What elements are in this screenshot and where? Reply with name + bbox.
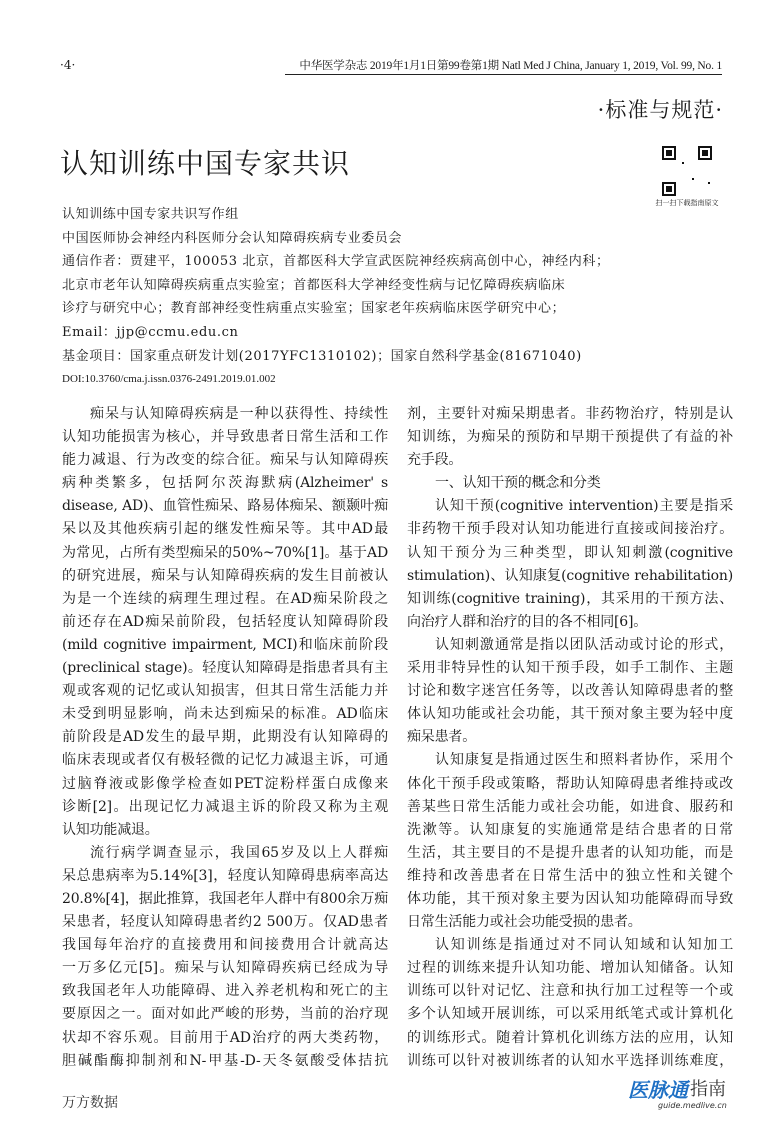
text-line: 前还存在AD痴呆前阶段，包括轻度认知障碍阶段	[62, 613, 388, 630]
text-line: 非药物干预手段对认知功能进行直接或间接治疗。	[407, 521, 733, 538]
text-line: 认知功能损害为核心，并导致患者日常生活和工作	[62, 429, 388, 446]
text-line: stimulation)、认知康复(cognitive rehabilitation)	[407, 567, 733, 584]
text-line: 能力减退、行为改变的综合征。痴呆与认知障碍疾	[62, 452, 388, 469]
text-line: 呆以及其他疾病引起的继发性痴呆等。其中AD最	[62, 521, 388, 538]
text-line: 采用非特异性的认知干预手段，如手工制作、主题	[407, 660, 733, 677]
text-line: 体化干预手段或策略，帮助认知障碍患者维持或改	[407, 775, 733, 792]
text-line: disease, AD)、血管性痴呆、路易体痴呆、额颞叶痴	[62, 498, 388, 515]
text-line: 观或客观的记忆或认知损害，但其日常生活能力并	[62, 683, 388, 700]
text-line: (preclinical stage)。轻度认知障碍是指患者具有主	[62, 660, 388, 677]
text-line: 善某些日常生活能力或社会功能，如进食、服药和	[407, 798, 733, 815]
author-block	[62, 203, 662, 392]
text-line: 我国每年治疗的直接费用和间接费用合计就高达	[62, 937, 388, 954]
email[interactable]: Email：jjp@ccmu.edu.cn	[62, 324, 239, 340]
text-line: 体认知功能或社会功能，其干预对象主要为轻中度	[407, 706, 733, 723]
text-line: 认知康复是指通过医生和照料者协作，采用个	[435, 752, 733, 769]
text-line: 诊断[2]。出现记忆力减退主诉的阶段又称为主观	[62, 798, 388, 815]
text-line: 生活，其主要目的不是提升患者的认知功能，而是	[407, 844, 733, 861]
page-number: ·4·	[60, 58, 76, 72]
paragraph	[62, 403, 388, 842]
article-title: 认知训练中国专家共识	[60, 147, 351, 180]
running-head: 中华医学杂志 2019年1月1日第99卷第1期 Natl Med J China, January 1, 2019, Vol. 99, No. 1	[285, 57, 722, 75]
text-line: 一、认知干预的概念和分类	[435, 475, 601, 492]
text-line: 知训练，为痴呆的预防和早期干预提供了有益的补	[407, 429, 733, 446]
author-group: 认知训练中国专家共识写作组	[62, 207, 239, 222]
section-label: ·标准与规范·	[597, 98, 723, 122]
text-line: 过程的训练来提升认知功能、增加认知储备。认知	[407, 960, 733, 977]
body-column-right	[407, 403, 733, 1073]
paragraph	[62, 842, 388, 1073]
text-line: 致我国老年人功能障碍、进入养老机构和死亡的主	[62, 983, 388, 1000]
text-line: 状却不容乐观。目前用于AD治疗的两大类药物，	[62, 1029, 388, 1046]
text-line: 多个认知域开展训练，可以采用纸笔式或计算机化	[407, 1006, 733, 1023]
text-line: (mild cognitive impairment, MCI)和临床前阶段	[62, 636, 388, 653]
text-line: 一万多亿元[5]。痴呆与认知障碍疾病已经成为导	[62, 960, 388, 977]
text-line: 认知功能减退。	[62, 821, 159, 838]
text-line: 日常生活能力或社会功能受损的患者。	[407, 914, 642, 931]
text-line: 要原因之一。面对如此严峻的形势，当前的治疗现	[62, 1006, 388, 1023]
paragraph	[407, 749, 733, 934]
author-committee: 中国医师协会神经内科医师分会认知障碍疾病专业委员会	[62, 230, 403, 246]
text-line: 认知刺激通常是指以团队活动或讨论的形式，	[435, 636, 733, 653]
text-line: 病种类繁多，包括阿尔茨海默病(Alzheimer' s	[62, 475, 388, 492]
text-line: 充手段。	[407, 452, 463, 469]
text-line: 为是一个连续的病理生理过程。在AD痴呆阶段之	[62, 590, 388, 607]
logo-suffix: 指南	[690, 1079, 726, 1100]
text-line: 流行病学调查显示，我国65岁及以上人群痴	[90, 844, 388, 861]
paragraph	[407, 495, 733, 634]
text-line: 痴呆与认知障碍疾病是一种以获得性、持续性	[90, 406, 388, 422]
medlive-logo	[628, 1074, 728, 1114]
funding: 基金项目：国家重点研发计划(2017YFC1310102)；国家自然科学基金(81671040)	[62, 348, 582, 364]
logo-brand: 医脉通	[628, 1078, 688, 1102]
wanfang-watermark: 万方数据	[62, 1095, 118, 1111]
text-line: 过脑脊液或影像学检查如PET淀粉样蛋白成像来	[62, 775, 388, 792]
text-line: 洗漱等。认知康复的实施通常是结合患者的日常	[407, 821, 733, 838]
text-line: 前阶段是AD发生的最早期，此期没有认知障碍的	[62, 729, 388, 746]
text-line: 胆碱酯酶抑制剂和N-甲基-D-天冬氨酸受体拮抗	[62, 1052, 388, 1069]
text-line: 知训练(cognitive training)，其采用的干预方法、	[407, 590, 733, 607]
text-line: 为常见，占所有类型痴呆的50%~70%[1]。基于AD	[62, 544, 388, 561]
text-line: 体功能，其干预对象主要为因认知功能障碍而导致	[407, 890, 733, 907]
doi[interactable]: DOI:10.3760/cma.j.issn.0376-2491.2019.01.002	[62, 373, 276, 386]
text-line: 痴呆患者。	[407, 729, 476, 746]
text-line: 讨论和数字迷宫任务等，以改善认知障碍患者的整	[407, 683, 733, 700]
text-line: 认知训练是指通过对不同认知域和认知加工	[435, 937, 733, 954]
text-line: 维持和改善患者在日常生活中的独立性和关键个	[407, 867, 733, 884]
text-line: 未受到明显影响，尚未达到痴呆的标准。AD临床	[62, 706, 388, 723]
text-line: 的研究进展，痴呆与认知障碍疾病的发生目前被认	[62, 567, 388, 584]
section-heading	[407, 472, 733, 495]
paragraph	[407, 403, 733, 472]
affiliation-line: 北京市老年认知障碍疾病重点实验室；首都医科大学神经变性病与记忆障碍疾病临床	[62, 277, 566, 293]
text-line: 20.8%[4]，据此推算，我国老年人群中有800余万痴	[62, 890, 388, 907]
logo-url: guide.medlive.cn	[658, 1101, 727, 1110]
paragraph	[407, 934, 733, 1073]
text-line: 认知干预分为三种类型，即认知刺激(cognitive	[407, 544, 733, 561]
correspondence: 通信作者：贾建平，100053 北京，首都医科大学宣武医院神经疾病高创中心，神经内科；	[62, 254, 610, 270]
paragraph	[407, 634, 733, 749]
text-line: 向治疗人群和治疗的目的各不相同[6]。	[407, 613, 648, 630]
qr-code-icon[interactable]	[660, 146, 714, 196]
qr-caption: 扫一扫下载指南原文	[655, 199, 719, 207]
text-line: 认知干预(cognitive intervention)主要是指采	[435, 498, 733, 515]
affiliation-line: 诊疗与研究中心；教育部神经变性病重点实验室；国家老年疾病临床医学研究中心；	[62, 301, 566, 317]
text-line: 训练可以针对记忆、注意和执行加工过程等一个或	[407, 983, 733, 1000]
text-line: 呆患者，轻度认知障碍患者约2 500万。仅AD患者	[62, 914, 388, 931]
text-line: 呆总患病率为5.14%[3]，轻度认知障碍患病率高达	[62, 867, 388, 884]
text-line: 的训练形式。随着计算机化训练方法的应用，认知	[407, 1029, 733, 1046]
body-column-left	[62, 403, 388, 1073]
text-line: 剂，主要针对痴呆期患者。非药物治疗，特别是认	[407, 406, 733, 422]
text-line: 训练可以针对被训练者的认知水平选择训练难度，	[407, 1052, 733, 1069]
text-line: 临床表现或者仅有极轻微的记忆力减退主诉，可通	[62, 752, 388, 769]
